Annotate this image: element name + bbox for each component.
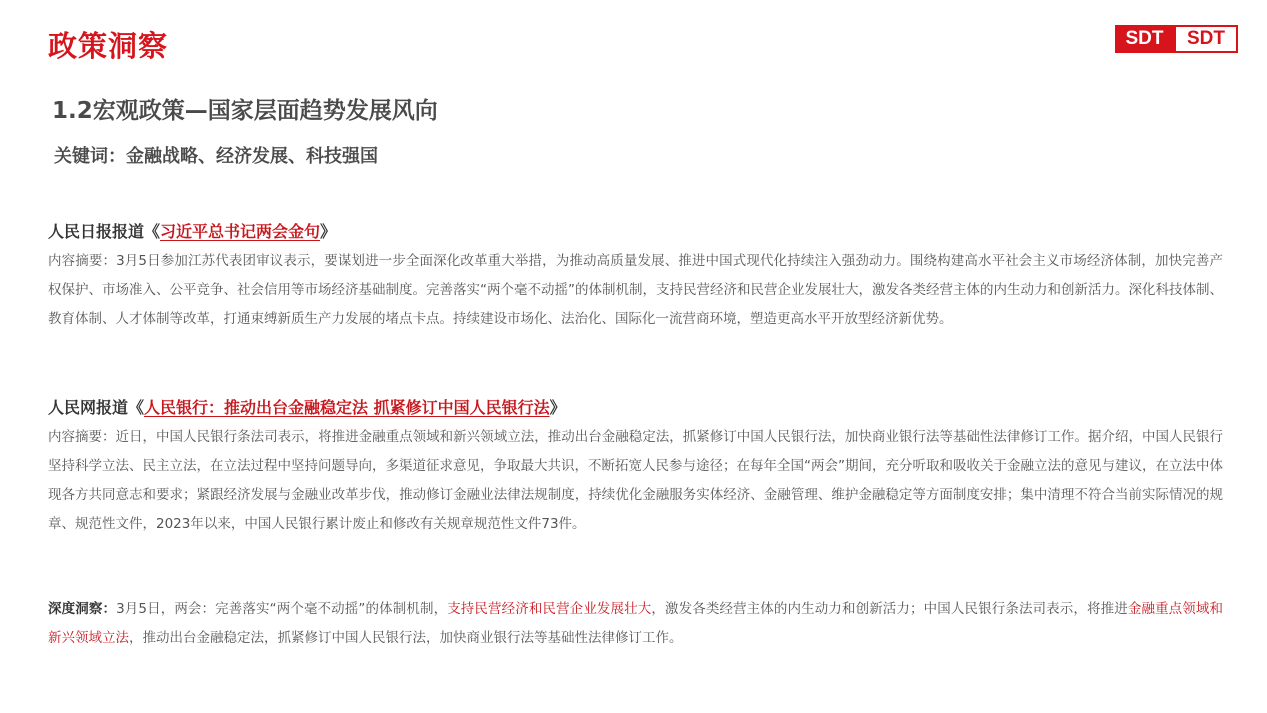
page-title: 政策洞察 <box>48 29 169 63</box>
section-title: 1.2宏观政策—国家层面趋势发展风向 <box>52 98 438 124</box>
article-bracket-close: 》 <box>320 222 337 241</box>
logo-left-block: SDT <box>1115 25 1174 53</box>
keywords-line: 关键词：金融战略、经济发展、科技强国 <box>54 146 378 167</box>
logo-right-block: SDT <box>1174 25 1238 53</box>
article-title-link[interactable]: 人民银行：推动出台金融稳定法 抓紧修订中国人民银行法 <box>144 398 550 417</box>
insight-highlight: 支持民营经济和民营企业发展壮大 <box>447 601 652 617</box>
insight-text: ，激发各类经营主体的内生动力和创新活力；中国人民银行条法司表示，将推进 <box>651 601 1128 617</box>
article-summary: 内容摘要：近日，中国人民银行条法司表示，将推进金融重点领域和新兴领域立法，推动出台金融稳定法，抓紧修订中国人民银行法，加快商业银行法等基础性法律修订工作。据介绍，中国人民银行坚持科学立法、民主立法，在立法过程中坚持问题导向，多渠道征求意见，争取最大共识，不断拓宽人民参与途径；在每年全国“两会”期间，充分听取和吸收关于金融立法的意见与建议，在立法中体现各方共同意志和要求；紧跟经济发展与金融业改革步伐，推动修订金融业法律法规制度，持续优化金融服务实体经济、金融管理、维护金融稳定等方面制度安排；集中清理不符合当前实际情况的规章、规范性文件，2023年以来，中国人民银行累计废止和修改有关规章规范性文件73件。 <box>48 429 1223 532</box>
article-people-daily <box>48 221 1223 334</box>
article-people-net <box>48 397 1223 539</box>
article-heading <box>48 221 1223 243</box>
article-source: 人民日报报道《 <box>48 222 161 241</box>
insight-text: 3月5日，两会：完善落实“两个毫不动摇”的体制机制， <box>116 601 448 617</box>
article-summary: 内容摘要：3月5日参加江苏代表团审议表示，要谋划进一步全面深化改革重大举措，为推动高质量发展、推进中国式现代化持续注入强劲动力。围绕构建高水平社会主义市场经济体制，加快完善产权保护、市场准入、公平竞争、社会信用等市场经济基础制度。完善落实“两个毫不动摇”的体制机制，支持民营经济和民营企业发展壮大，激发各类经营主体的内生动力和创新活力。深化科技体制、教育体制、人才体制等改革，打通束缚新质生产力发展的堵点卡点。持续建设市场化、法治化、国际化一流营商环境，塑造更高水平开放型经济新优势。 <box>48 253 1223 327</box>
insight-text: ，推动出台金融稳定法，抓紧修订中国人民银行法，加快商业银行法等基础性法律修订工作。 <box>129 630 683 646</box>
deep-insight <box>48 595 1223 653</box>
insight-label: 深度洞察： <box>48 601 117 617</box>
insight-highlight: 金融重点领域和新兴领域立法 <box>48 601 1224 646</box>
article-bracket-close: 》 <box>549 398 566 417</box>
sdt-logo <box>1115 25 1238 53</box>
article-heading <box>48 397 1223 419</box>
article-source: 人民网报道《 <box>48 398 145 417</box>
article-title-link[interactable]: 习近平总书记两会金句 <box>160 222 321 241</box>
